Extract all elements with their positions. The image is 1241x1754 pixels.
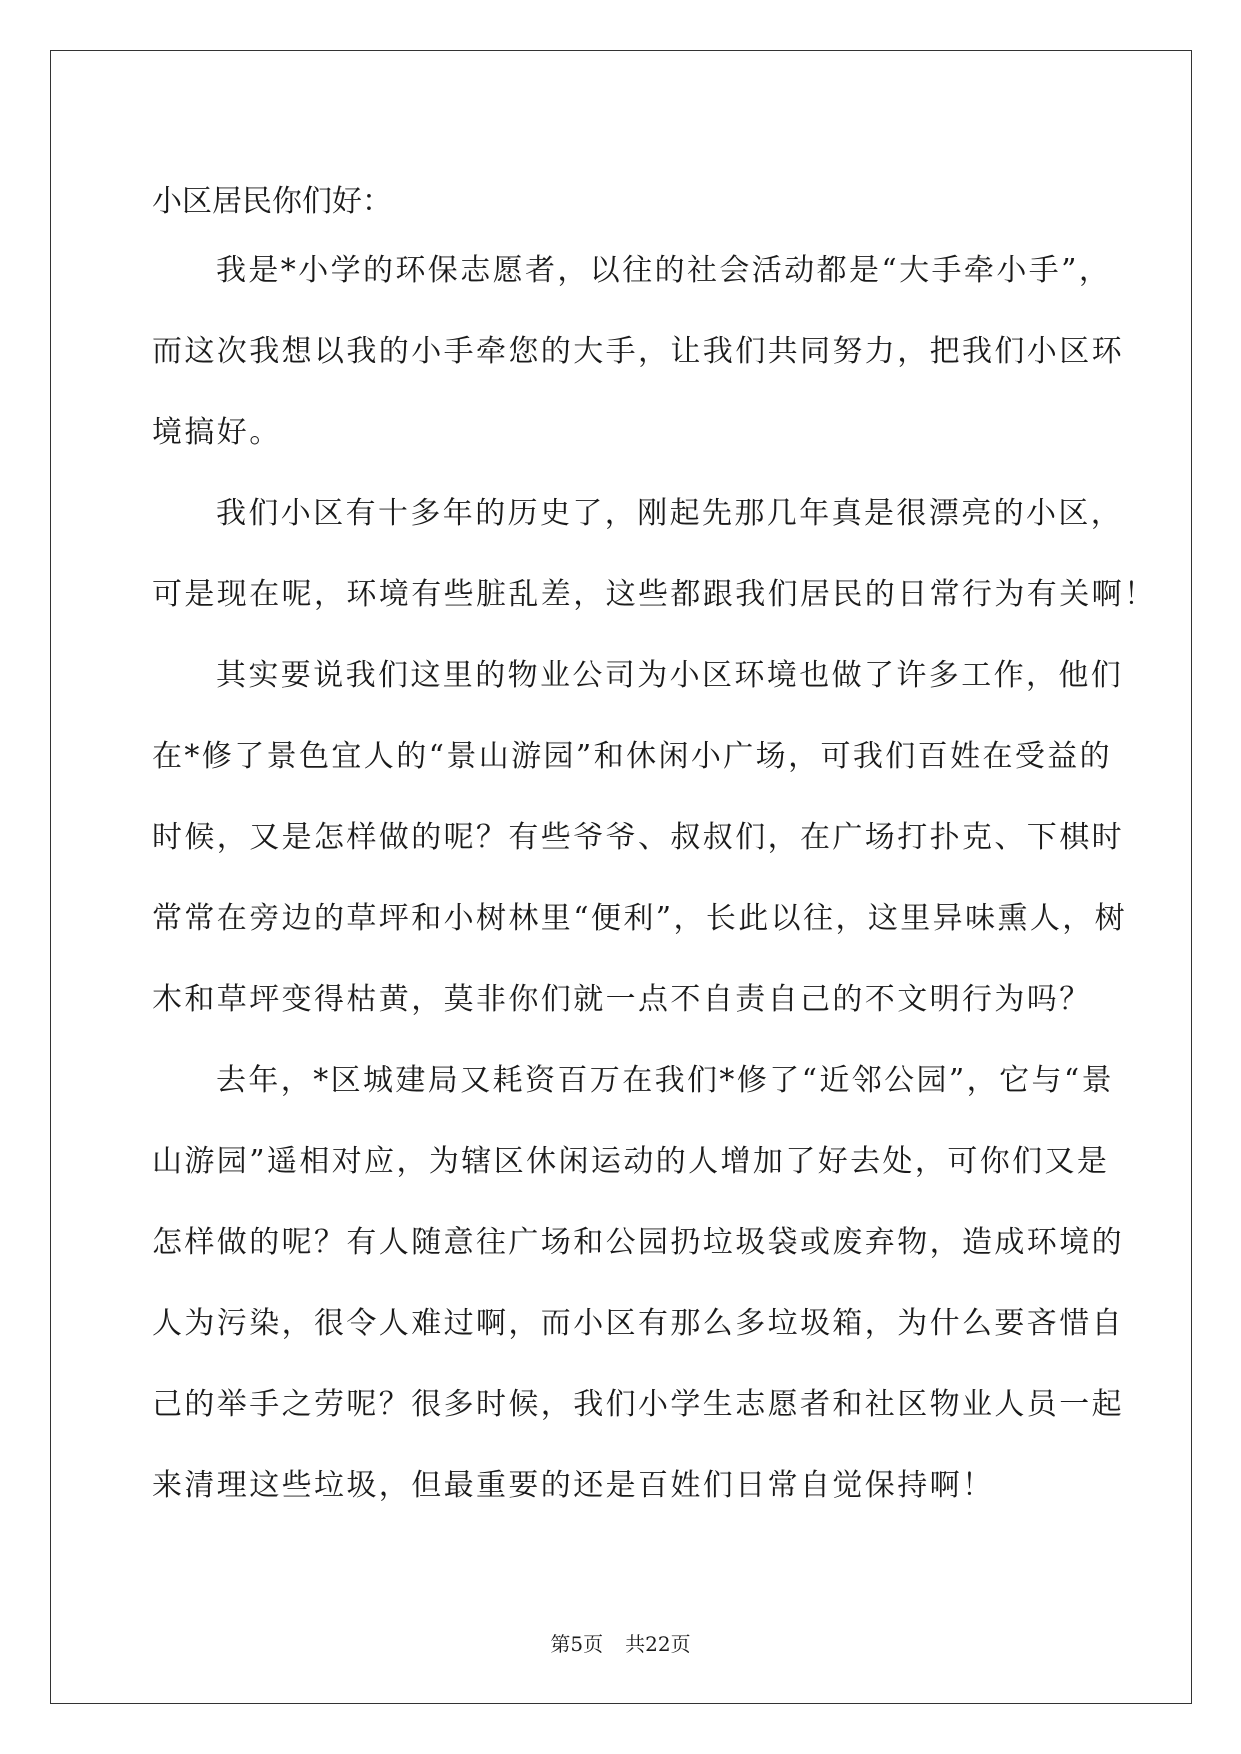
paragraph-3 — [152, 635, 1128, 1040]
paragraph-line: 来清理这些垃圾，但最重要的还是百姓们日常自觉保持啊！ — [152, 1468, 995, 1503]
paragraph-2 — [152, 473, 1157, 635]
paragraph-line: 我们小区有十多年的历史了，刚起先那几年真是很漂亮的小区， — [216, 496, 1124, 531]
page-number: 5 — [570, 1632, 584, 1656]
total-number: 22 — [645, 1632, 671, 1656]
paragraph-line: 其实要说我们这里的物业公司为小区环境也做了许多工作，他们 — [216, 658, 1124, 693]
page-footer — [0, 1628, 1241, 1657]
paragraph-line: 在*修了景色宜人的“景山游园”和休闲小广场，可我们百姓在受益的 — [152, 739, 1113, 774]
paragraph-4 — [152, 1040, 1124, 1526]
paragraph-1 — [152, 230, 1124, 473]
paragraph-line: 常常在旁边的草坪和小树林里“便利”，长此以往，这里异味熏人，树 — [152, 901, 1128, 936]
paragraph-line: 可是现在呢，环境有些脏乱差，这些都跟我们居民的日常行为有关啊！ — [152, 577, 1157, 612]
paragraph-line: 时候，又是怎样做的呢？有些爷爷、叔叔们，在广场打扑克、下棋时 — [152, 820, 1124, 855]
page-suffix: 页 — [583, 1632, 604, 1656]
total-label: 共 — [625, 1632, 646, 1656]
paragraph-line: 己的举手之劳呢？很多时候，我们小学生志愿者和社区物业人员一起 — [152, 1387, 1124, 1422]
total-suffix: 页 — [670, 1632, 691, 1656]
paragraph-line: 木和草坪变得枯黄，莫非你们就一点不自责自己的不文明行为吗？ — [152, 982, 1092, 1017]
paragraph-line: 去年，*区城建局又耗资百万在我们*修了“近邻公园”，它与“景 — [216, 1063, 1115, 1098]
document-body — [152, 162, 1157, 1526]
paragraph-line: 人为污染，很令人难过啊，而小区有那么多垃圾箱，为什么要吝惜自 — [152, 1306, 1124, 1341]
paragraph-line: 而这次我想以我的小手牵您的大手，让我们共同努力，把我们小区环 — [152, 334, 1124, 369]
paragraph-line: 怎样做的呢？有人随意往广场和公园扔垃圾袋或废弃物，造成环境的 — [152, 1225, 1124, 1260]
paragraph-line: 境搞好。 — [152, 415, 282, 450]
paragraph-line: 我是*小学的环保志愿者，以往的社会活动都是“大手牵小手”， — [216, 253, 1112, 288]
greeting: 小区居民你们好： — [152, 184, 392, 219]
page-label: 第 — [550, 1632, 571, 1656]
paragraph-line: 山游园”遥相对应，为辖区休闲运动的人增加了好去处，可你们又是 — [152, 1144, 1110, 1179]
